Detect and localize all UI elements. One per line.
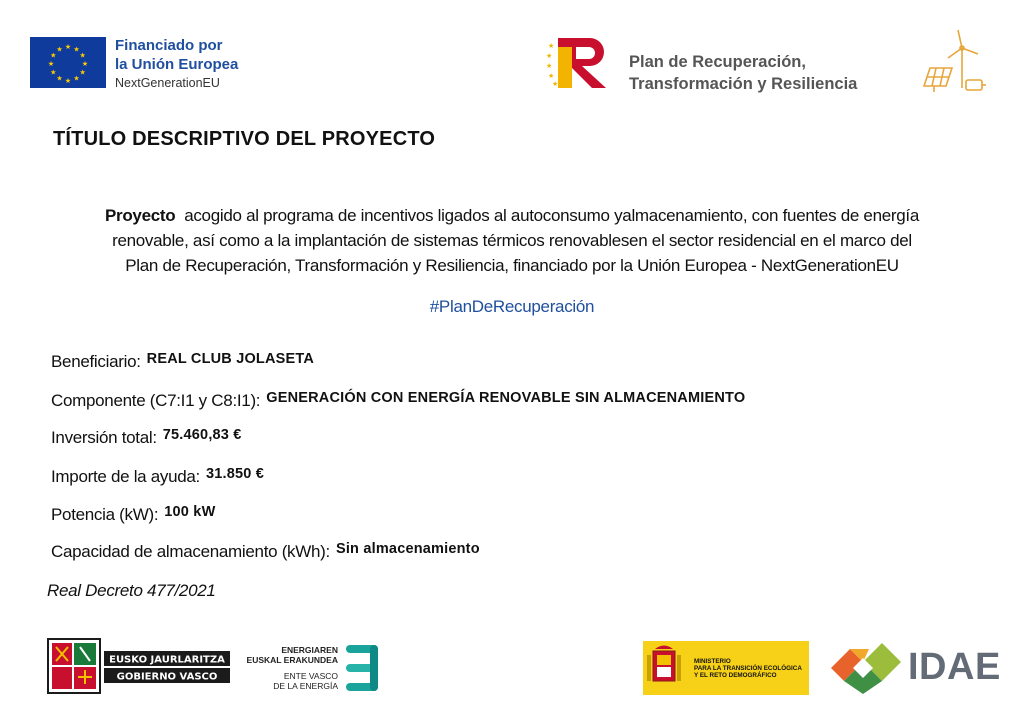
svg-text:★: ★ (56, 45, 63, 54)
componente-label: Componente (C7:I1 y C8:I1): (51, 391, 261, 410)
gv-line2: GOBIERNO VASCO (116, 671, 218, 683)
svg-text:★: ★ (548, 42, 555, 50)
project-description (40, 203, 984, 278)
gv-line1: EUSKO JAURLARITZA (109, 654, 225, 666)
inversion-value: 75.460,83 € (162, 427, 242, 443)
description-line1-text: acogido al programa de incentivos ligados al autoconsumo yalmacenamiento, con fuentes de energía (184, 206, 919, 225)
idae-logo-icon (823, 641, 905, 696)
svg-text:★: ★ (47, 60, 55, 68)
svg-text:★: ★ (79, 51, 86, 60)
svg-text:★: ★ (81, 60, 89, 68)
description-line2: renovable, así como a la implantación de sistemas térmicos renovablesen el sector residencial en el marco del (112, 231, 912, 250)
prtr-text (629, 51, 857, 95)
svg-text:★: ★ (50, 51, 57, 60)
svg-text:★: ★ (56, 74, 63, 83)
field-componente (51, 391, 745, 411)
eu-flag-icon (30, 37, 106, 88)
svg-text:★: ★ (546, 62, 553, 70)
ayuda-value: 31.850 € (205, 466, 265, 482)
min-line3: Y EL RETO DEMOGRÁFICO (694, 672, 777, 679)
beneficiario-label: Beneficiario: (51, 352, 141, 371)
eve-line1: ENERGIAREN (281, 645, 338, 655)
capacidad-label: Capacidad de almacenamiento (kWh): (51, 542, 330, 561)
real-decreto: Real Decreto 477/2021 (47, 581, 216, 600)
eve-line3: ENTE VASCO (283, 671, 338, 681)
hashtag: #PlanDeRecuperación (429, 297, 595, 316)
potencia-label: Potencia (kW): (51, 505, 159, 524)
min-line1: MINISTERIO (694, 658, 731, 665)
svg-text:★: ★ (73, 45, 80, 54)
beneficiario-value: REAL CLUB JOLASETA (146, 351, 315, 367)
description-line1 (40, 203, 984, 228)
eu-line2: la Unión Europea (115, 56, 239, 73)
svg-text:★: ★ (64, 43, 72, 51)
prtr-logo-icon (546, 34, 612, 92)
svg-text:★: ★ (64, 77, 72, 85)
gobierno-vasco-logo (46, 637, 232, 695)
min-line2: PARA LA TRANSICIÓN ECOLÓGICA (694, 665, 802, 672)
capacidad-value: Sin almacenamiento (335, 541, 480, 557)
svg-text:★: ★ (73, 74, 80, 83)
field-capacidad (51, 542, 480, 562)
svg-text:★: ★ (79, 68, 86, 77)
field-beneficiario (51, 352, 314, 372)
svg-text:★: ★ (548, 72, 555, 80)
ayuda-label: Importe de la ayuda: (51, 467, 200, 486)
renewable-energy-icon (918, 28, 988, 94)
field-potencia (51, 505, 215, 525)
eve-logo-icon (344, 643, 380, 693)
eu-funding-text (115, 36, 238, 93)
svg-text:★: ★ (50, 68, 57, 77)
svg-text:★: ★ (552, 80, 559, 88)
eu-line1: Financiado por (115, 37, 223, 54)
componente-value: GENERACIÓN CON ENERGÍA RENOVABLE SIN ALMACENAMIENTO (266, 390, 746, 406)
inversion-label: Inversión total: (51, 428, 157, 447)
description-bold: Proyecto (104, 206, 176, 225)
prtr-line1: Plan de Recuperación, (629, 53, 806, 71)
description-line3: Plan de Recuperación, Transformación y Resiliencia, financiado por la Unión Europea - NextGenerationEU (125, 256, 899, 275)
ministerio-text (694, 658, 802, 679)
project-title: TÍTULO DESCRIPTIVO DEL PROYECTO (53, 128, 436, 150)
svg-text:★: ★ (546, 52, 553, 60)
field-ayuda (51, 467, 264, 487)
potencia-value: 100 kW (164, 504, 216, 520)
eve-text (228, 645, 338, 691)
eve-line4: DE LA ENERGÍA (273, 681, 338, 691)
eve-line2: EUSKAL ERAKUNDEA (246, 655, 338, 665)
idae-text: IDAE (908, 646, 1001, 688)
prtr-line2: Transformación y Resiliencia (629, 75, 858, 93)
field-inversion (51, 428, 242, 448)
eu-line3: NextGenerationEU (115, 76, 220, 90)
